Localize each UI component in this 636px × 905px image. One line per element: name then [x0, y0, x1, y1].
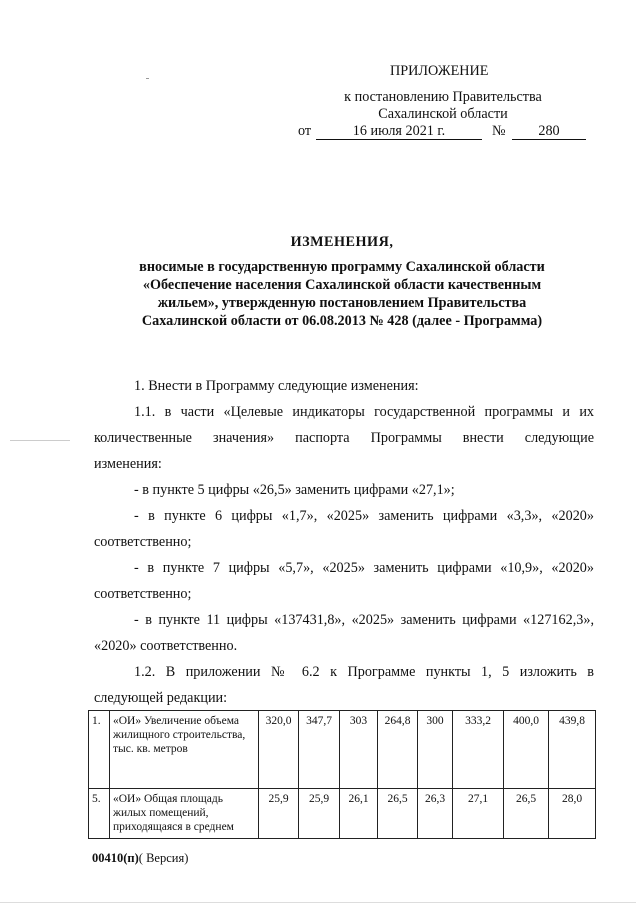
- value-cell: 28,0: [549, 789, 596, 839]
- value-cell: 25,9: [259, 789, 299, 839]
- number-field: 280: [512, 122, 586, 140]
- value-cell: 303: [340, 711, 378, 789]
- row-index: 1.: [89, 711, 110, 789]
- title-line-1: вносимые в государственную программу Сахалинской области: [139, 259, 545, 275]
- value-cell: 400,0: [504, 711, 549, 789]
- bullet-point-6-line-1: - в пункте 6 цифры «1,7», «2025» заменить цифрами «3,3», «2020»: [134, 508, 594, 524]
- from-label: от: [298, 123, 312, 139]
- paragraph-1-1-line-2: количественные значения» паспорта Программы внести следующие: [94, 430, 594, 446]
- table-row: [89, 789, 596, 839]
- document-heading: ИЗМЕНЕНИЯ,: [290, 234, 394, 250]
- title-line-3: жильем», утвержденную постановлением Правительства: [157, 295, 527, 311]
- paragraph-1-2-line-2: следующей редакции:: [94, 690, 228, 706]
- value-cell: 264,8: [378, 711, 418, 789]
- bullet-point-11-line-2: «2020» соответственно.: [94, 638, 238, 654]
- paragraph-1-1-line-1: 1.1. в части «Целевые индикаторы государственной программы и их: [134, 404, 594, 420]
- value-cell: 26,3: [418, 789, 453, 839]
- scan-speck: [146, 78, 149, 79]
- row-index: 5.: [89, 789, 110, 839]
- value-cell: 26,5: [504, 789, 549, 839]
- bullet-point-7-line-1: - в пункте 7 цифры «5,7», «2025» заменить цифрами «10,9», «2020»: [134, 560, 594, 576]
- value-cell: 26,5: [378, 789, 418, 839]
- code-label: 00410(п): [92, 851, 139, 865]
- value-cell: 300: [418, 711, 453, 789]
- value-cell: 347,7: [299, 711, 340, 789]
- title-line-2: «Обеспечение населения Сахалинской области качественным: [142, 277, 542, 293]
- header-line-1: к постановлению Правительства: [344, 89, 542, 105]
- value-cell: 25,9: [299, 789, 340, 839]
- title-line-4: Сахалинской области от 06.08.2013 № 428 (далее - Программа): [141, 313, 543, 329]
- row-description: «ОИ» Общая площадь жилых помещений, приходящаяся в среднем: [110, 789, 259, 839]
- number-label: №: [492, 123, 506, 139]
- value-cell: 320,0: [259, 711, 299, 789]
- indicators-table: [88, 710, 596, 839]
- appendix-label: ПРИЛОЖЕНИЕ: [390, 63, 489, 79]
- scan-margin-mark: [10, 440, 70, 441]
- date-field: 16 июля 2021 г.: [316, 122, 482, 140]
- paragraph-1-2-line-1: 1.2. В приложении № 6.2 к Программе пункты 1, 5 изложить в: [134, 664, 594, 680]
- table-row: [89, 711, 596, 789]
- value-cell: 27,1: [453, 789, 504, 839]
- paragraph-1: 1. Внести в Программу следующие изменения:: [134, 378, 419, 394]
- header-line-2: Сахалинской области: [378, 106, 508, 122]
- value-cell: 333,2: [453, 711, 504, 789]
- document-code: [92, 851, 188, 866]
- bullet-point-11-line-1: - в пункте 11 цифры «137431,8», «2025» заменить цифрами «127162,3»,: [134, 612, 594, 628]
- value-cell: 26,1: [340, 789, 378, 839]
- row-description: «ОИ» Увеличение объема жилищного строительства, тыс. кв. метров: [110, 711, 259, 789]
- bullet-point-5: - в пункте 5 цифры «26,5» заменить цифрами «27,1»;: [134, 482, 455, 498]
- scan-bottom-edge: [0, 902, 636, 903]
- version-label: ( Версия): [138, 851, 189, 865]
- bullet-point-7-line-2: соответственно;: [94, 586, 192, 602]
- paragraph-1-1-line-3: изменения:: [94, 456, 162, 472]
- value-cell: 439,8: [549, 711, 596, 789]
- bullet-point-6-line-2: соответственно;: [94, 534, 192, 550]
